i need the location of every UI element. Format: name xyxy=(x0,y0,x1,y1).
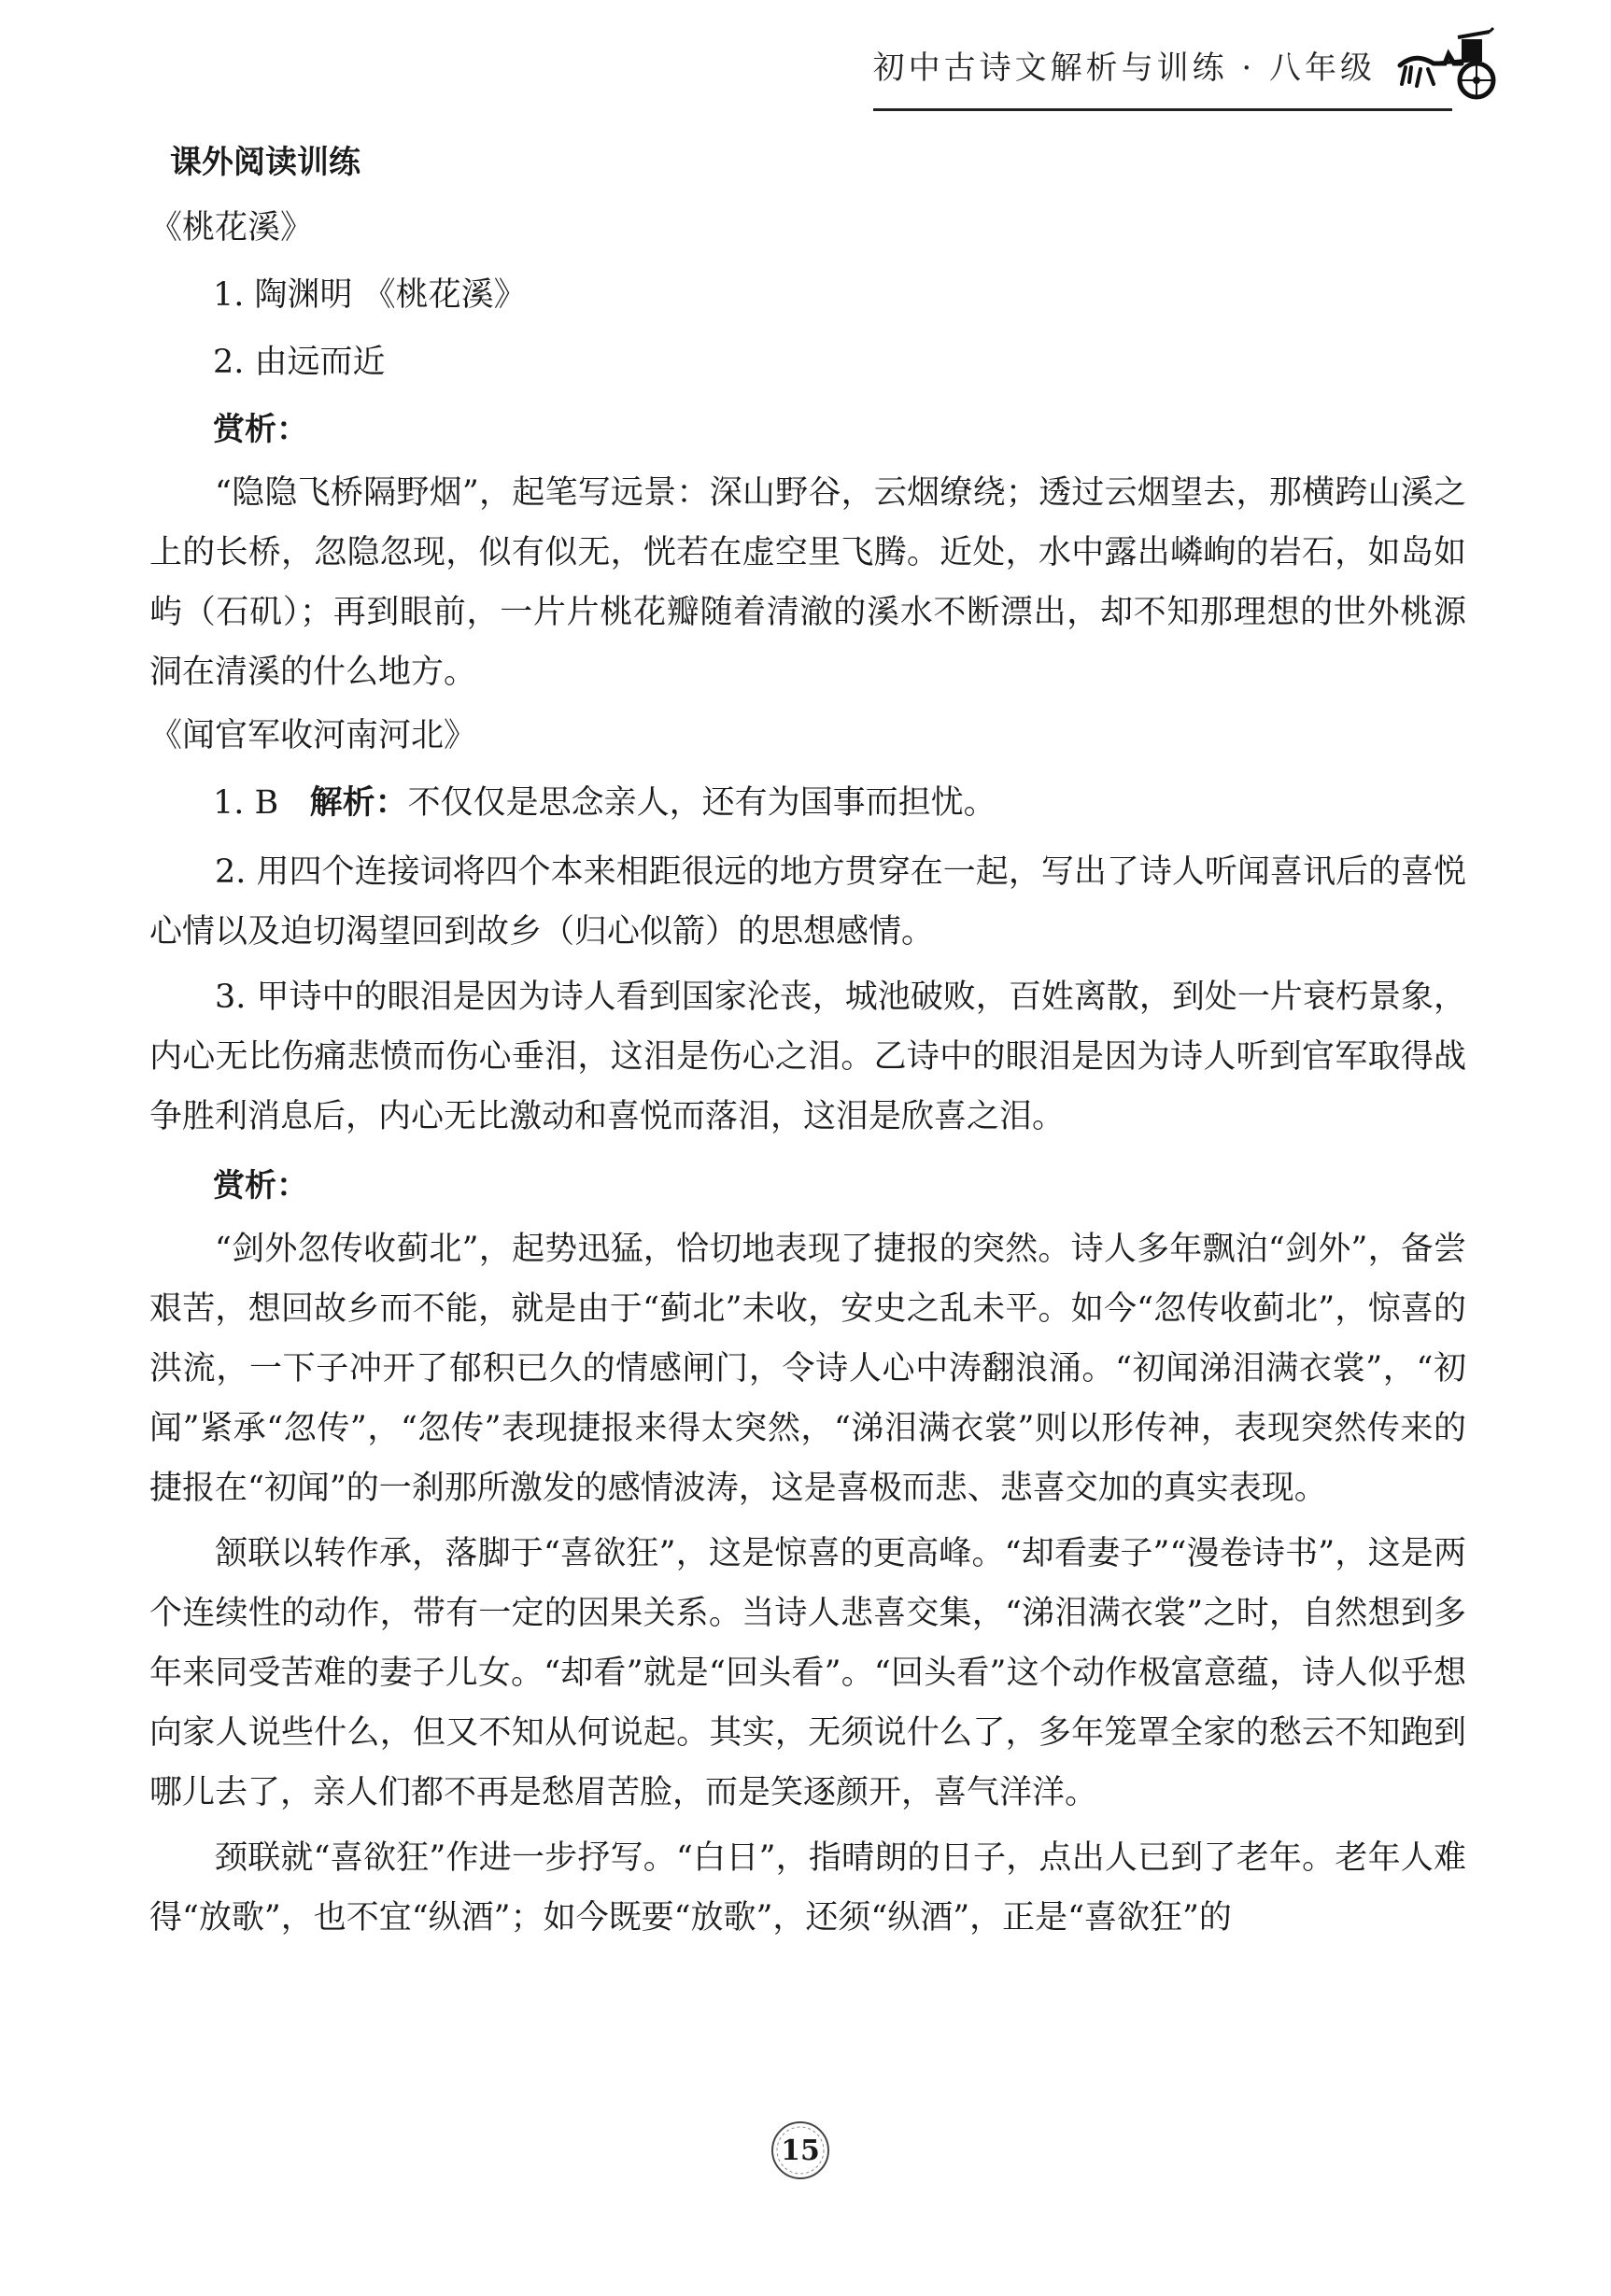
poem-title: 《闻官军收河南河北》 xyxy=(149,717,477,754)
header-rule xyxy=(873,108,1452,111)
page-number: 15 xyxy=(768,2118,833,2183)
chariot-icon xyxy=(1396,26,1499,101)
book-title: 初中古诗文解析与训练 · 八年级 xyxy=(872,49,1376,87)
analysis-paragraph: “剑外忽传收蓟北”，起势迅猛，恰切地表现了捷报的突然。诗人多年飘泊“剑外”，备尝艰苦，想回故乡而不能，就是由于“蓟北”未收，安史之乱未平。如今“忽传收蓟北”，惊喜的洪流，一下子冲开了郁积已久的情感闸门，令诗人心中涛翻浪涌。“初闻涕泪满衣裳”，“初闻”紧承“忽传”，“忽传”表现捷报来得太突然，“涕泪满衣裳”则以形传神，表现突然传来的捷报在“初闻”的一刹那所激发的感情波涛，这是喜极而悲、悲喜交加的真实表现。 xyxy=(149,1231,1466,1507)
section-title: 课外阅读训练 xyxy=(170,144,360,181)
analysis-paragraph: 颈联就“喜欲狂”作进一步抒写。“白日”，指晴朗的日子，点出人已到了老年。老年人难得“放歌”，也不宜“纵酒”；如今既要“放歌”，还须“纵酒”，正是“喜欲狂”的 xyxy=(149,1839,1466,1937)
answer-choice: 1. B xyxy=(213,784,279,822)
answer-item: 1. 陶渊明 《桃花溪》 xyxy=(213,276,527,314)
page-content xyxy=(149,131,1466,1948)
answer-item xyxy=(149,769,1466,837)
analysis-paragraph: “隐隐飞桥隔野烟”，起笔写远景：深山野谷，云烟缭绕；透过云烟望去，那横跨山溪之上的长桥，忽隐忽现，似有似无，恍若在虚空里飞腾。近处，水中露出嶙峋的岩石，如岛如屿（石矶）；再到眼前，一片片桃花瓣随着清澈的溪水不断漂出，却不知那理想的世外桃源洞在清溪的什么地方。 xyxy=(149,474,1466,691)
analysis-paragraph: 颔联以转作承，落脚于“喜欲狂”，这是惊喜的更高峰。“却看妻子”“漫卷诗书”，这是两个连续性的动作，带有一定的因果关系。当诗人悲喜交集，“涕泪满衣裳”之时，自然想到多年来同受苦难的妻子儿女。“却看”就是“回头看”。“回头看”这个动作极富意蕴，诗人似乎想向家人说些什么，但又不知从何说起。其实，无须说什么了，多年笼罩全家的愁云不知跑到哪儿去了，亲人们都不再是愁眉苦脸，而是笑逐颜开，喜气洋洋。 xyxy=(149,1535,1466,1811)
page-header xyxy=(873,26,1499,101)
answer-item: 2. 由远而近 xyxy=(213,344,386,381)
explanation-label: 解析： xyxy=(309,784,408,822)
analysis-label: 赏析： xyxy=(213,411,308,448)
answer-item: 3. 甲诗中的眼泪是因为诗人看到国家沦丧，城池破败，百姓离散，到处一片衰朽景象，内心无比伤痛悲愤而伤心垂泪，这泪是伤心之泪。乙诗中的眼泪是因为诗人听到官军取得战争胜利消息后，内心无比激动和喜悦而落泪，这泪是欣喜之泪。 xyxy=(149,979,1466,1135)
answer-item: 2. 用四个连接词将四个本来相距很远的地方贯穿在一起，写出了诗人听闻喜讯后的喜悦心情以及迫切渴望回到故乡（归心似箭）的思想感情。 xyxy=(149,853,1466,951)
poem-title: 《桃花溪》 xyxy=(149,209,314,247)
analysis-label: 赏析： xyxy=(213,1167,308,1204)
explanation-text: 不仅仅是思念亲人，还有为国事而担忧。 xyxy=(407,784,996,822)
